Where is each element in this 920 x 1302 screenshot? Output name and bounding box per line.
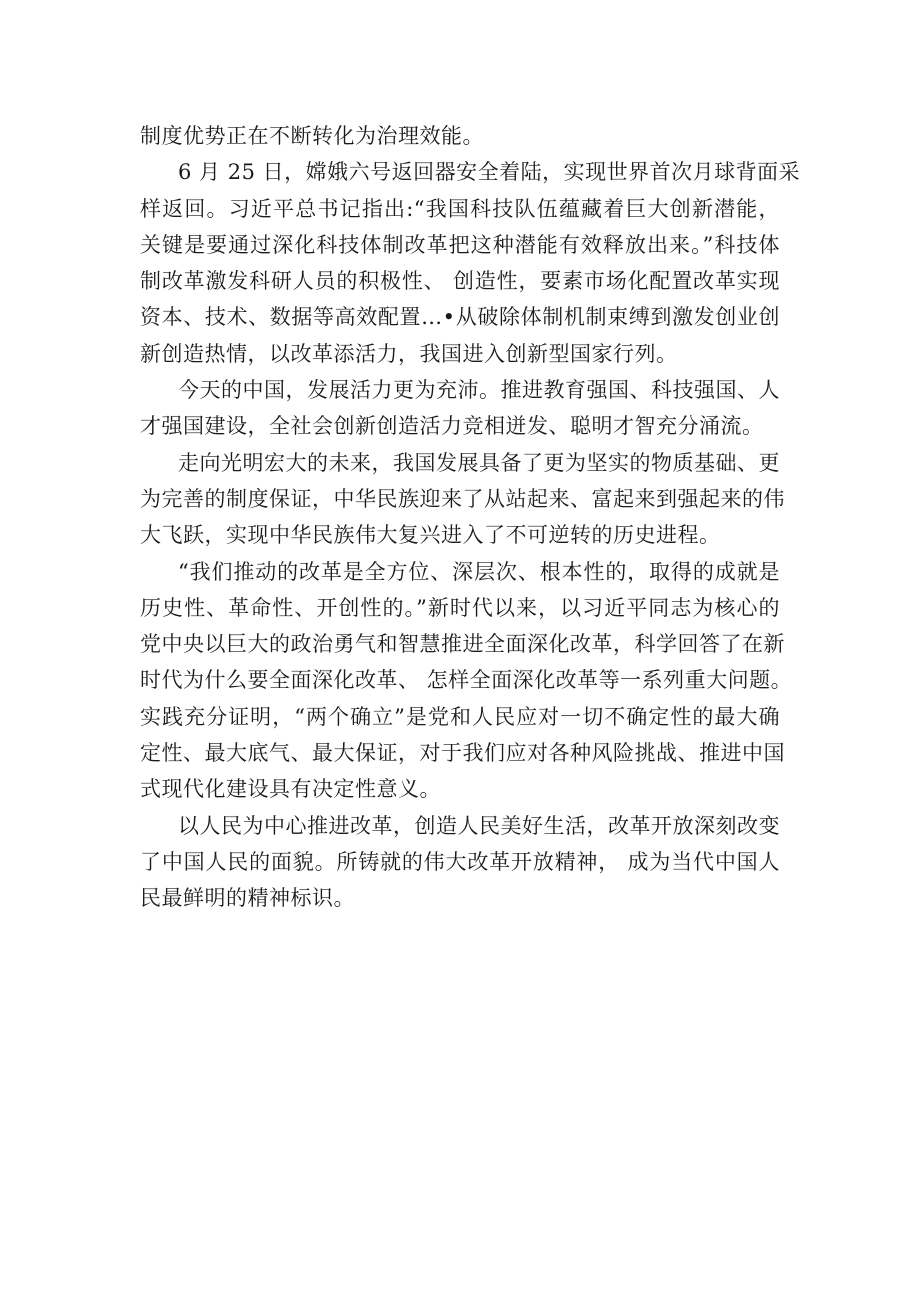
text-line: 样返回。习近平总书记指出:“我国科技队伍蕴藏着巨大创新潜能， <box>140 196 780 221</box>
document-page <box>140 118 801 917</box>
text-line: 新创造热情，以改革添活力，我国进入创新型国家行列。 <box>140 341 678 366</box>
text-line: 资本、技术、数据等高效配置…•从破除体制机制束缚到激发创业创 <box>140 305 780 330</box>
text-line: 制度优势正在不断转化为治理效能。 <box>140 124 484 148</box>
text-line: 今天的中国，发展活力更为充沛。推进教育强国、科技强国、人 <box>178 378 780 403</box>
text-line: 历史性、革命性、开创性的。”新时代以来，以习近平同志为核心的 <box>140 595 780 620</box>
text-line: 制改革激发科研人员的积极性、 创造性，要素市场化配置改革实现 <box>140 269 780 294</box>
text-line: 党中央以巨大的政治勇气和智慧推进全面深化改革，科学回答了在新 <box>140 632 785 657</box>
text-line: 才强国建设，全社会创新创造活力竞相迸发、聪明才智充分涌流。 <box>140 414 764 439</box>
text-line: 时代为什么要全面深化改革、 怎样全面深化改革等一系列重大问题。 <box>140 668 793 693</box>
text-line: 关键是要通过深化科技体制改革把这种潜能有效释放出来。”科技体 <box>140 232 780 257</box>
paragraph <box>140 118 780 154</box>
text-line: 民最鲜明的精神标识。 <box>140 886 355 911</box>
text-line: 式现代化建设具有决定性意义。 <box>140 777 441 802</box>
text-line: 大飞跃，实现中华民族伟大复兴进入了不可逆转的历史进程。 <box>140 523 721 548</box>
text-line: 实践充分证明，“两个确立”是党和人民应对一切不确定性的最大确 <box>140 704 780 729</box>
paragraph <box>140 445 785 554</box>
text-line: 走向光明宏大的未来，我国发展具备了更为坚实的物质基础、更 <box>178 450 780 475</box>
text-line: 了中国人民的面貌。所铸就的伟大改革开放精神， 成为当代中国人 <box>140 849 780 874</box>
text-line: 定性、最大底气、最大保证，对于我们应对各种风险挑战、推进中国 <box>140 741 785 766</box>
text-line: 以人民为中心推进改革，创造人民美好生活，改革开放深刻改变 <box>178 813 780 838</box>
paragraph <box>140 554 793 808</box>
paragraph <box>140 808 780 917</box>
paragraph <box>140 372 780 445</box>
paragraph <box>140 154 801 372</box>
text-line: “我们推动的改革是全方位、深层次、根本性的，取得的成就是 <box>178 559 780 584</box>
text-line: 为完善的制度保证，中华民族迎来了从站起来、富起来到强起来的伟 <box>140 486 785 511</box>
text-line: 6 月 25 日，嫦娥六号返回器安全着陆，实现世界首次月球背面采 <box>178 160 801 185</box>
